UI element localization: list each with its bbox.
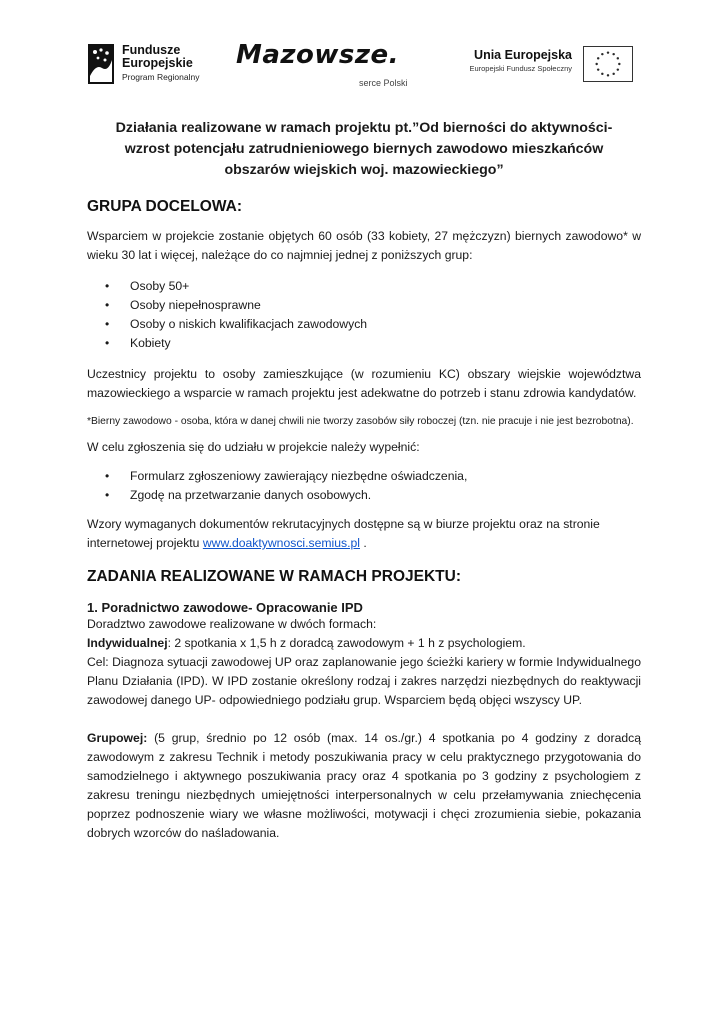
title-line2: wzrost potencjału zatrudnieniowego biernych zawodowo mieszkańców (124, 141, 604, 157)
apply-intro: W celu zgłoszenia się do udziału w projekcie należy wypełnić: (87, 440, 420, 454)
title-line3: obszarów wiejskich woj. mazowieckiego” (224, 162, 504, 178)
ue-logo-line1: Unia Europejska (474, 48, 572, 62)
fundusze-europejskie-logo (86, 42, 199, 86)
apply-list (87, 467, 641, 505)
bullet: • (105, 317, 110, 331)
mazowsze-logo (236, 40, 426, 88)
target-group-intro: Wsparciem w projekcie zostanie objętych 60 osób (33 kobiety, 27 mężczyzn) biernych zawodowo* w wieku 30 lat i więcej, należące do co najmniej jednej z poniższych grup: (87, 229, 641, 262)
eu-star (617, 57, 619, 59)
eu-star (595, 63, 597, 65)
eu-star (612, 53, 614, 55)
task1-title: 1. Poradnictwo zawodowe- Opracowanie IPD (87, 600, 363, 615)
list-item: • Zgodę na przetwarzanie danych osobowych. (87, 486, 641, 505)
project-website-link[interactable]: www.doaktywnosci.semius.pl (202, 536, 360, 550)
footnote: *Bierny zawodowo - osoba, która w danej chwili nie tworzy zasobów siły roboczej (tzn. nie pracuje i nie jest bezrobotna). (87, 416, 634, 427)
fe-logo-line3: Program Regionalny (122, 72, 200, 82)
ue-logo-line2: Europejski Fundusz Społeczny (469, 64, 572, 73)
eu-star (617, 68, 619, 70)
eu-star (612, 73, 614, 75)
bullet: • (105, 336, 110, 350)
bullet: • (105, 279, 110, 293)
list-item: • Osoby 50+ (87, 277, 641, 296)
individual-label: Indywidualnej (87, 636, 168, 650)
list-item: • Osoby niepełnosprawne (87, 296, 641, 315)
eu-star (618, 63, 620, 65)
tasks-heading: ZADANIA REALIZOWANE W RAMACH PROJEKTU: (87, 568, 461, 585)
eu-star (597, 57, 599, 59)
bullet: • (105, 298, 110, 312)
list-item: • Formularz zgłoszeniowy zawierający niezbędne oświadczenia, (87, 467, 641, 486)
list-item: • Osoby o niskich kwalifikacjach zawodowych (87, 315, 641, 334)
list-item: • Kobiety (87, 334, 641, 353)
mazowsze-wordmark: Mazowsze. (236, 40, 400, 70)
bullet: • (105, 488, 110, 502)
mazowsze-tagline: serce Polski (359, 78, 408, 88)
group-form: Grupowej: (5 grup, średnio po 12 osób (max. 14 os./gr.) 4 spotkania po 4 godziny z doradcą zawodowym z zakresu Technik i metody poszukiwania pracy w celu praktycznego przygotowania do samodzielnego i aktywnego poszukiwania pracy oraz 4 spotkania po 3 godziny z psychologiem z zakresu treningu niezbędnych umiejętności interpersonalnych w celu przełamywania zniechęcenia poprzez podnoszenie wiary we własne możliwości, motywacji i chęci zrozumienia siebie, pokazania dobrych wzorców do naśladowania. (87, 731, 641, 840)
individual-form: Indywidualnej: 2 spotkania x 1,5 h z doradcą zawodowym + 1 h z psychologiem. (87, 636, 526, 650)
document-page (87, 118, 641, 843)
documents-paragraph: Wzory wymaganych dokumentów rekrutacyjnych dostępne są w biurze projektu oraz na stronie internetowej projektu www.doaktywnosci.semius.pl . (87, 517, 600, 550)
target-group-list (87, 277, 641, 353)
bullet: • (105, 469, 110, 483)
fe-flag-icon (86, 42, 116, 86)
fe-logo-line1: Fundusze (122, 43, 181, 57)
header-logos (86, 36, 641, 96)
ue-logo-text (454, 48, 572, 73)
eu-star (607, 74, 609, 76)
task1-intro: Doradztwo zawodowe realizowane w dwóch formach: (87, 617, 377, 631)
eu-flag-icon (583, 46, 633, 82)
eu-star (601, 73, 603, 75)
group-label: Grupowej: (87, 731, 148, 745)
eu-star (607, 51, 609, 53)
participants-paragraph: Uczestnicy projektu to osoby zamieszkujące (w rozumieniu KC) obszary wiejskie województwa mazowieckiego a wsparcie w ramach projektu jest adekwatne do potrzeb i stanu zdrowia kandydatów. (87, 367, 641, 400)
fe-logo-line2: Europejskie (122, 56, 193, 70)
target-group-heading: GRUPA DOCELOWA: (87, 198, 242, 215)
eu-star (601, 53, 603, 55)
goal-paragraph: Cel: Diagnoza sytuacji zawodowej UP oraz zaplanowanie jego ścieżki kariery w formie Indywidualnego Planu Działania (IPD). W IPD zostanie określony rodzaj i zakres narzędzi niezbędnych do reaktywacji zawodowej danego UP- odpowiedniego podziału grup. Wsparciem będą objęci wszyscy UP. (87, 655, 641, 707)
document-title (87, 118, 641, 181)
eu-star (597, 68, 599, 70)
title-line1: Działania realizowane w ramach projektu pt.”Od bierności do aktywności- (115, 120, 613, 136)
